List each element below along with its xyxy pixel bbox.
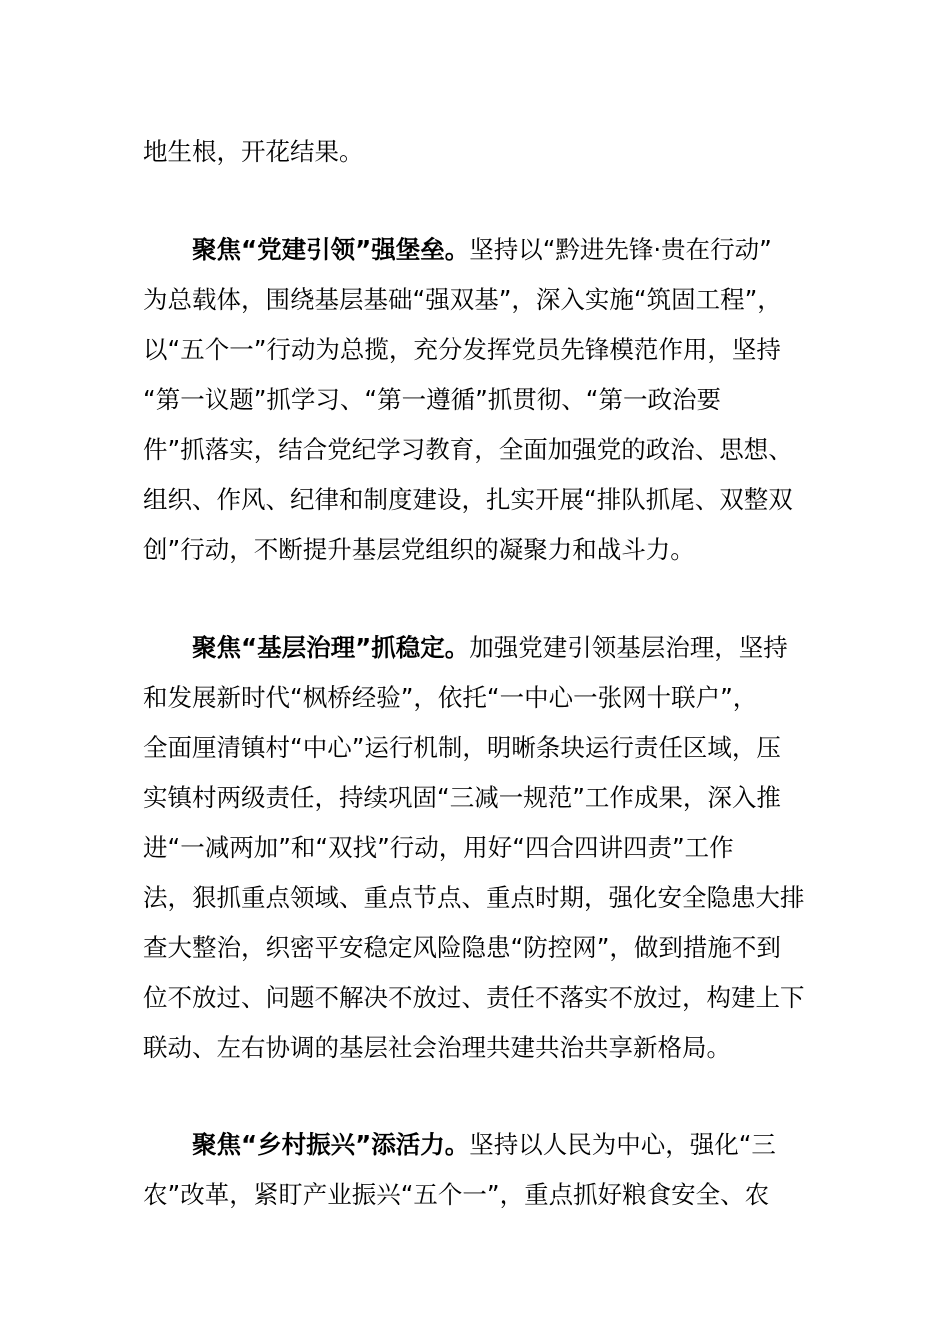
text-line: 全面厘清镇村“中心”运行机制，明晰条块运行责任区域，压 — [143, 733, 781, 762]
text-segment: 加强党建引领基层治理，坚持 — [469, 633, 788, 662]
text-line: 组织、作风、纪律和制度建设，扎实开展“排队抓尾、双整双 — [143, 485, 793, 514]
text-line: 农”改革，紧盯产业振兴“五个一”，重点抓好粮食安全、农 — [143, 1180, 770, 1209]
text-line: 实镇村两级责任，持续巩固“三减一规范”工作成果，深入推 — [143, 783, 781, 812]
paragraph-first-line — [143, 623, 810, 673]
paragraph-heading: 聚焦“党建引领”强堡垒。 — [192, 235, 470, 264]
text-line: 进“一减两加”和“双找”行动，用好“四合四讲四责”工作 — [143, 833, 734, 862]
text-line: 查大整治，织密平安稳定风险隐患“防控网”，做到措施不到 — [143, 933, 781, 962]
paragraph-first-line — [143, 1120, 810, 1170]
text-segment: 坚持以“黔进先锋·贵在行动” — [469, 235, 772, 264]
text-segment: 坚持以人民为中心，强化“三 — [469, 1130, 776, 1159]
text-line: 位不放过、问题不解决不放过、责任不落实不放过，构建上下 — [143, 983, 805, 1012]
text-line: 创”行动，不断提升基层党组织的凝聚力和战斗力。 — [143, 535, 695, 564]
text-line: 联动、左右协调的基层社会治理共建共治共享新格局。 — [143, 1033, 731, 1062]
text-line: 和发展新时代“枫桥经验”，依托“一中心一张网十联户”， — [143, 683, 758, 712]
paragraph-party-building — [143, 225, 810, 575]
text-line: 地生根，开花结果。 — [143, 137, 364, 166]
paragraph-continuation — [143, 127, 810, 177]
paragraph-first-line — [143, 225, 810, 275]
paragraph-heading: 聚焦“乡村振兴”添活力。 — [192, 1130, 470, 1159]
paragraph-heading: 聚焦“基层治理”抓稳定。 — [192, 633, 470, 662]
paragraph-rural-revitalization — [143, 1120, 810, 1220]
text-line: 法，狠抓重点领域、重点节点、重点时期，强化安全隐患大排 — [143, 883, 805, 912]
text-line: 件”抓落实，结合党纪学习教育，全面加强党的政治、思想、 — [143, 435, 793, 464]
text-line: 以“五个一”行动为总揽，充分发挥党员先锋模范作用，坚持 — [143, 335, 781, 364]
text-line: 为总载体，围绕基层基础“强双基”，深入实施“筑固工程”， — [143, 285, 782, 314]
text-line: “第一议题”抓学习、“第一遵循”抓贯彻、“第一政治要 — [143, 385, 721, 414]
paragraph-grassroots-governance — [143, 623, 810, 1073]
